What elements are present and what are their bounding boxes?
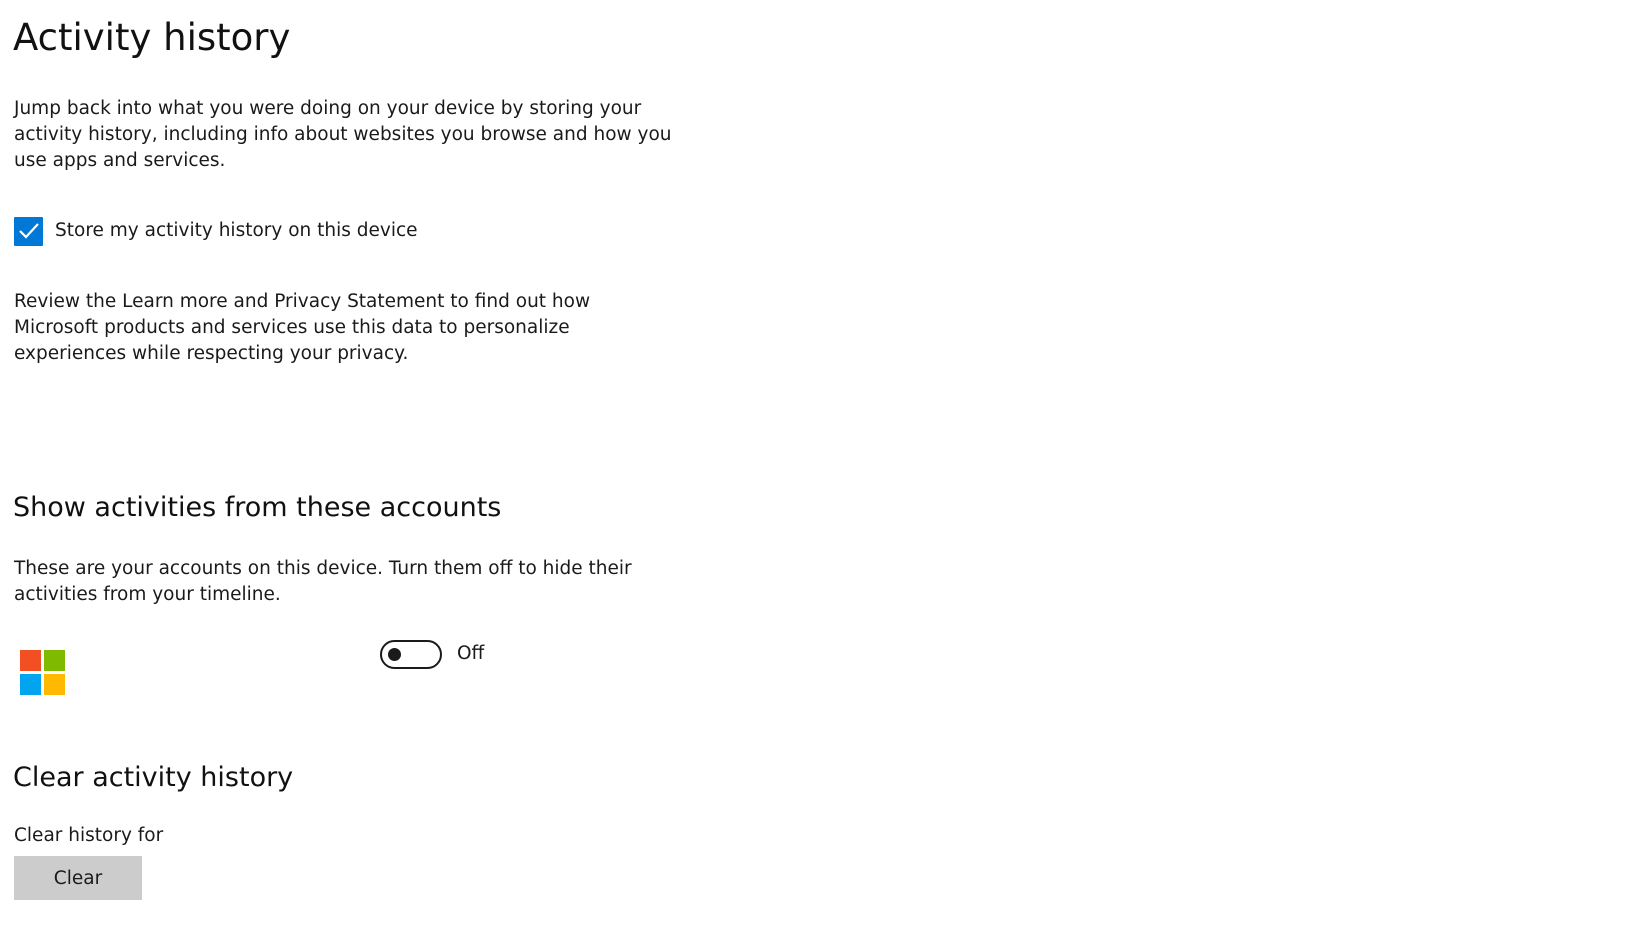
logo-green-square [44,650,65,671]
store-activity-history-label: Store my activity history on this device [55,220,418,241]
clear-button[interactable]: Clear [14,856,142,900]
page-title: Activity history [13,16,291,59]
checkmark-icon [18,222,40,240]
microsoft-logo-icon [20,650,65,695]
accounts-section-title: Show activities from these accounts [13,492,502,523]
logo-yellow-square [44,674,65,695]
checkbox-checked-icon[interactable] [14,217,43,246]
toggle-state-label: Off [457,643,485,664]
clear-section-title: Clear activity history [13,762,294,793]
accounts-description: These are your accounts on this device. Turn them off to hide their activities from your timeline. [14,558,632,605]
toggle-knob [388,648,401,661]
account-activity-toggle[interactable] [380,640,442,669]
store-activity-history-checkbox[interactable] [14,216,418,246]
logo-red-square [20,650,41,671]
privacy-review-text: Review the Learn more and Privacy Statement to find out how Microsoft products and services use this data to personalize experiences while respecting your privacy. [14,291,591,364]
intro-description: Jump back into what you were doing on your device by storing your activity history, including info about websites you browse and how you use apps and services. [14,98,672,171]
account-row [20,640,540,690]
clear-history-for-label: Clear history for [14,825,164,846]
logo-blue-square [20,674,41,695]
